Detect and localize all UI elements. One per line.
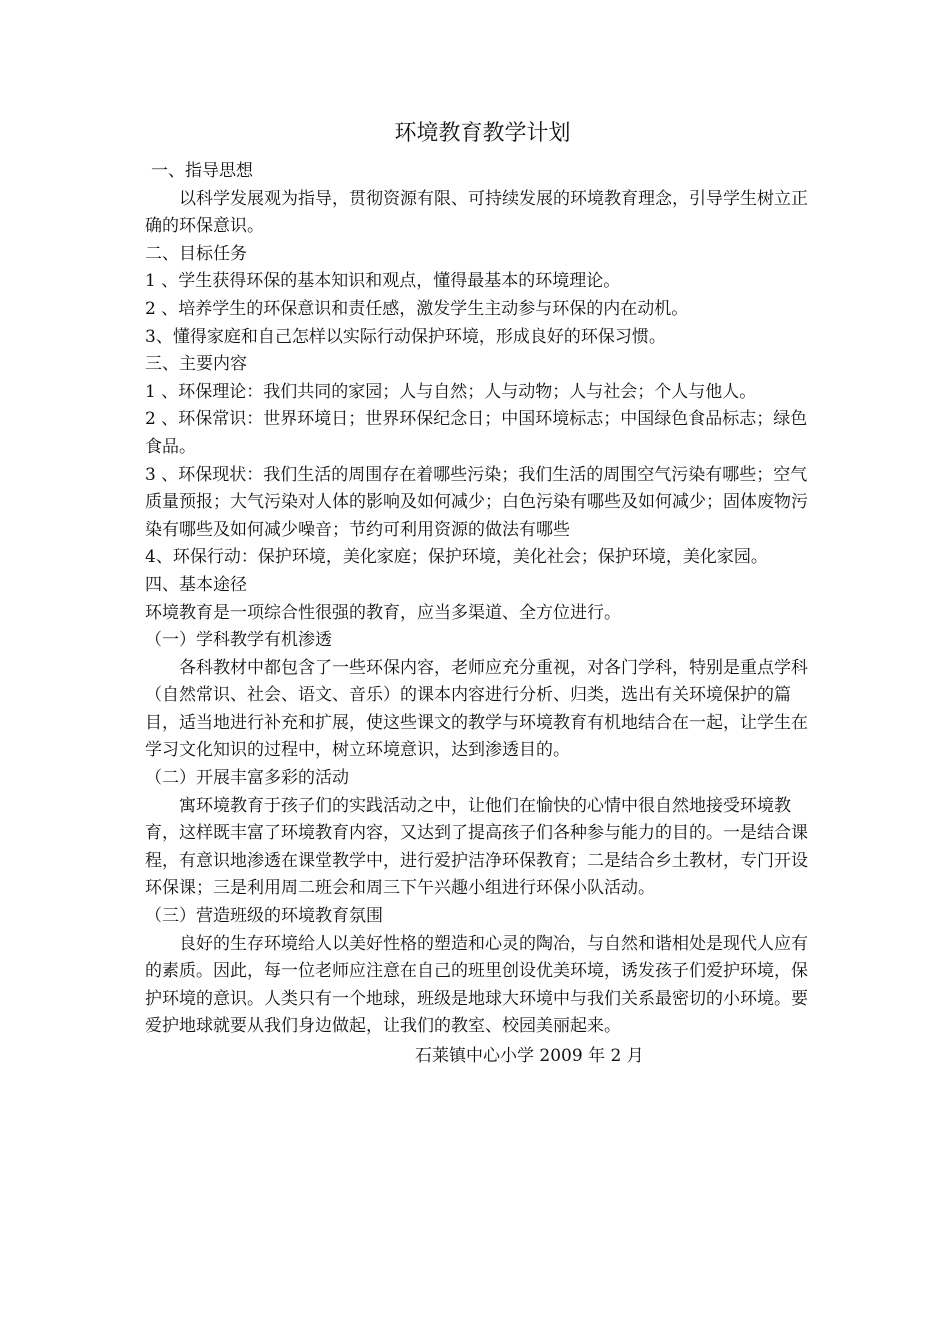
list-item: 4、环保行动：保护环境，美化家庭；保护环境，美化社会；保护环境，美化家园。 xyxy=(145,547,768,568)
subsection-paragraph-activities: 寓环境教育于孩子们的实践活动之中，让他们在愉快的心情中很自然地接受环境教育，这样既丰富了环境教育内容，又达到了提高孩子们各种参与能力的目的。一是结合课程，有意识地渗透在课堂教学中，进行爱护洁净环保教育；二是结合乡土教材，专门开设环保课；三是利用周二班会和周三下午兴趣小组进行环保小队活动。 xyxy=(145,795,808,899)
list-item: 3、懂得家庭和自己怎样以实际行动保护环境，形成良好的环保习惯。 xyxy=(145,326,666,347)
list-item: 1 、环保理论：我们共同的家园；人与自然；人与动物；人与社会；个人与他人。 xyxy=(145,381,757,402)
list-item: 3 、环保现状：我们生活的周围存在着哪些污染；我们生活的周围空气污染有哪些；空气质量预报；大气污染对人体的影响及如何减少；白色污染有哪些及如何减少；固体废物污染有哪些及如何减少噪音；节约可利用资源的做法有哪些 xyxy=(145,464,808,540)
signature: 石莱镇中心小学 2009 年 2 月 xyxy=(415,1046,644,1066)
subsection-heading-activities: （二）开展丰富多彩的活动 xyxy=(145,768,349,789)
document-title: 环境教育教学计划 xyxy=(394,121,571,146)
list-item: 2 、环保常识：世界环境日；世界环保纪念日；中国环境标志；中国绿色食品标志；绿色食品。 xyxy=(145,409,808,457)
subsection-heading-subject-teaching: （一）学科教学有机渗透 xyxy=(145,630,332,651)
list-item: 1 、学生获得环保的基本知识和观点，懂得最基本的环境理论。 xyxy=(145,271,621,292)
list-item: 2 、培养学生的环保意识和责任感，激发学生主动参与环保的内在动机。 xyxy=(145,298,689,319)
section-intro-approaches: 环境教育是一项综合性很强的教育，应当多渠道、全方位进行。 xyxy=(145,602,621,623)
subsection-heading-class-atmosphere: （三）营造班级的环境教育氛围 xyxy=(145,906,383,927)
subsection-paragraph-class-atmosphere: 良好的生存环境给人以美好性格的塑造和心灵的陶冶，与自然和谐相处是现代人应有的素质。因此，每一位老师应注意在自己的班里创设优美环境，诱发孩子们爱护环境，保护环境的意识。人类只有一个地球，班级是地球大环境中与我们关系最密切的小环境。要爱护地球就要从我们身边做起，让我们的教室、校园美丽起来。 xyxy=(145,933,808,1037)
section-heading-guiding-thought: 一、指导思想 xyxy=(151,161,253,181)
subsection-paragraph-subject-teaching: 各科教材中都包含了一些环保内容，老师应充分重视，对各门学科，特别是重点学科（自然常识、社会、语文、音乐）的课本内容进行分析、归类，选出有关环境保护的篇目，适当地进行补充和扩展，使这些课文的教学与环境教育有机地结合在一起，让学生在学习文化知识的过程中，树立环境意识，达到渗透目的。 xyxy=(145,657,808,761)
section-heading-goals: 二、目标任务 xyxy=(145,243,247,264)
section-heading-approaches: 四、基本途径 xyxy=(145,574,247,595)
section-paragraph-guiding-thought: 以科学发展观为指导，贯彻资源有限、可持续发展的环境教育理念，引导学生树立正确的环保意识。 xyxy=(145,188,808,237)
section-heading-main-content: 三、主要内容 xyxy=(145,354,247,375)
